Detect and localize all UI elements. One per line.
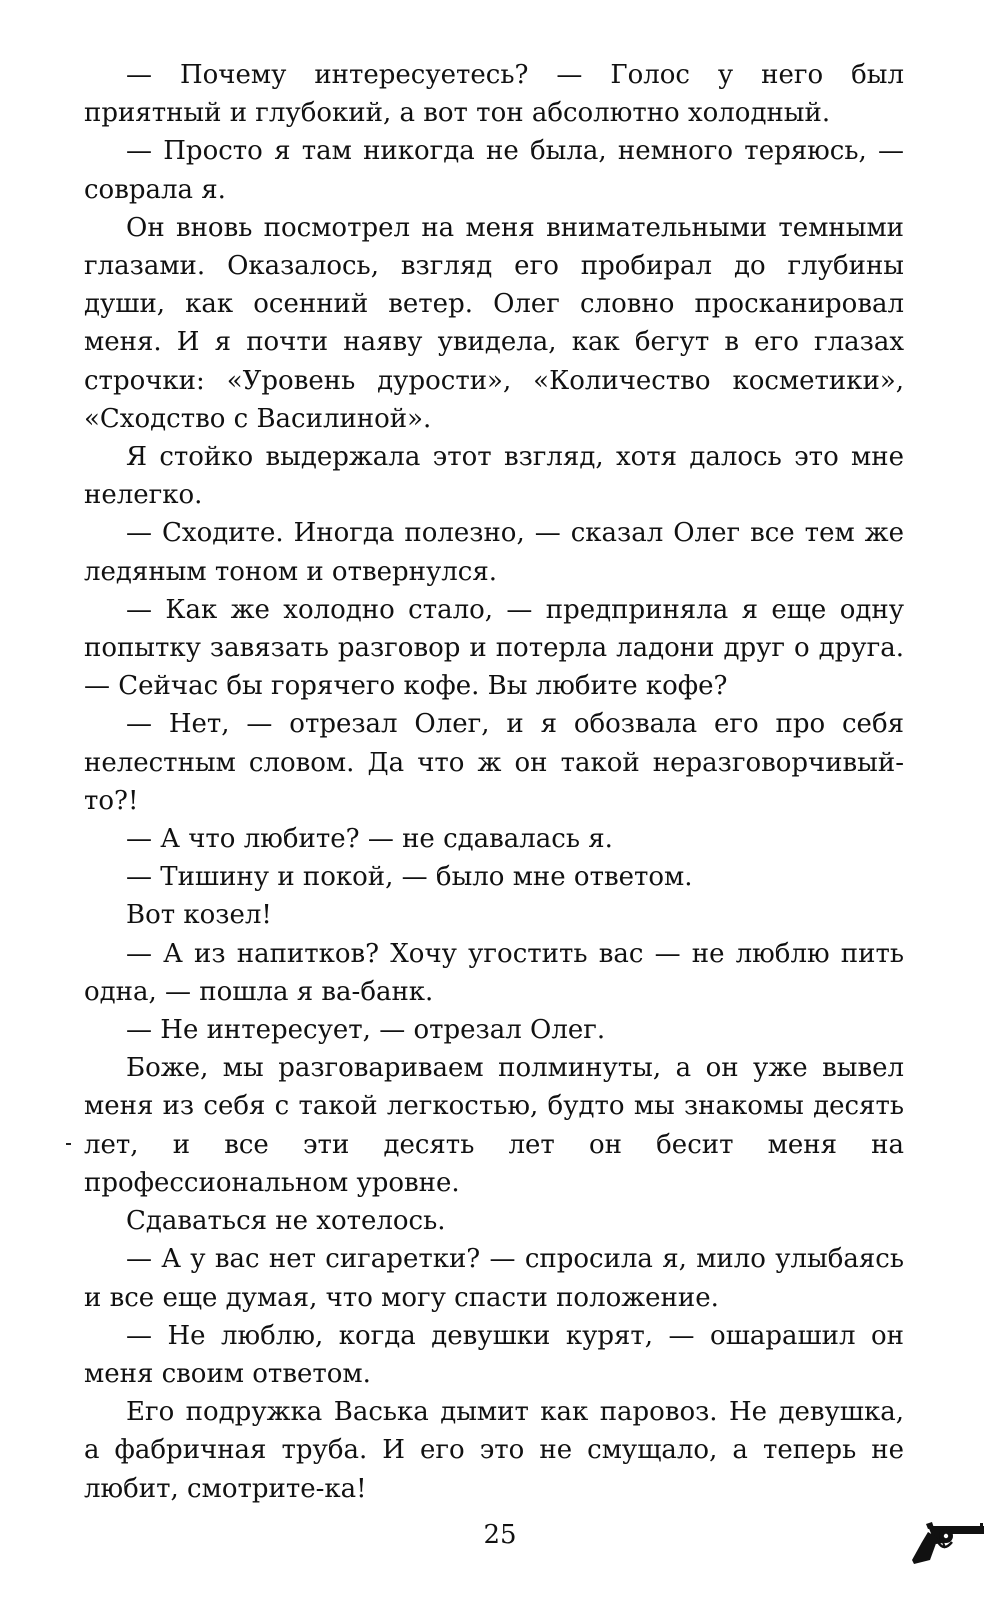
scan-mark [66,1143,71,1145]
paragraph-8: — А что любите? — не сдавалась я. [126,824,613,855]
paragraph-15: — А у вас нет сигаретки? — спросила я, мило улыбаясь и все еще думая, что могу спасти положение. [84,1244,904,1313]
paragraph-14: Сдаваться не хотелось. [126,1206,446,1237]
paragraph-7: — Нет, — отрезал Олег, и я обозвала его про себя нелестным словом. Да что ж он такой неразговорчивый-то?! [84,709,904,816]
paragraph-6: — Как же холодно стало, — предприняла я еще одну попытку завязать разговор и потерла ладони друг о друга. — Сейчас бы горячего кофе. Вы любите кофе? [84,594,904,702]
paragraph-2: — Просто я там никогда не была, немного теряюсь, — соврала я. [84,136,904,205]
paragraph-11: — А из напитков? Хочу угостить вас — не люблю пить одна, — пошла я ва-банк. [84,938,904,1007]
paragraph-1: — Почему интересуетесь? — Голос у него был приятный и глубокий, а вот тон абсолютно холодный. [84,60,904,129]
paragraph-16: — Не люблю, когда девушки курят, — ошарашил он меня своим ответом. [84,1320,904,1389]
paragraph-9: — Тишину и покой, — было мне ответом. [126,862,693,893]
revolver-icon [910,1520,986,1566]
paragraph-12: — Не интересует, — отрезал Олег. [126,1015,606,1046]
paragraph-10: Вот козел! [126,900,272,931]
paragraph-5: — Сходите. Иногда полезно, — сказал Олег все тем же ледяным тоном и отвернулся. [84,518,904,587]
paragraph-17: Его подружка Васька дымит как паровоз. Не девушка, а фабричная труба. И его это не смущало, а теперь не любит, смотрите-ка! [84,1397,904,1504]
paragraph-3: Он вновь посмотрел на меня внимательными темными глазами. Оказалось, взгляд его пробирал до глубины души, как осенний ветер. Олег словно просканировал меня. И я почти наяву увидела, как бегут в его глазах строчки: «Уровень дурости», «Количество косметики», «Сходство с Василиной». [84,212,904,434]
paragraph-13: Боже, мы разговариваем полминуты, а он уже вывел меня из себя с такой легкостью, будто мы знакомы десять лет, и все эти десять лет он бесит меня на профессиональном уровне. [84,1053,904,1198]
paragraph-4: Я стойко выдержала этот взгляд, хотя далось это мне нелегко. [84,442,904,511]
body-text [84,56,904,1508]
page-number: 25 [483,1520,517,1550]
